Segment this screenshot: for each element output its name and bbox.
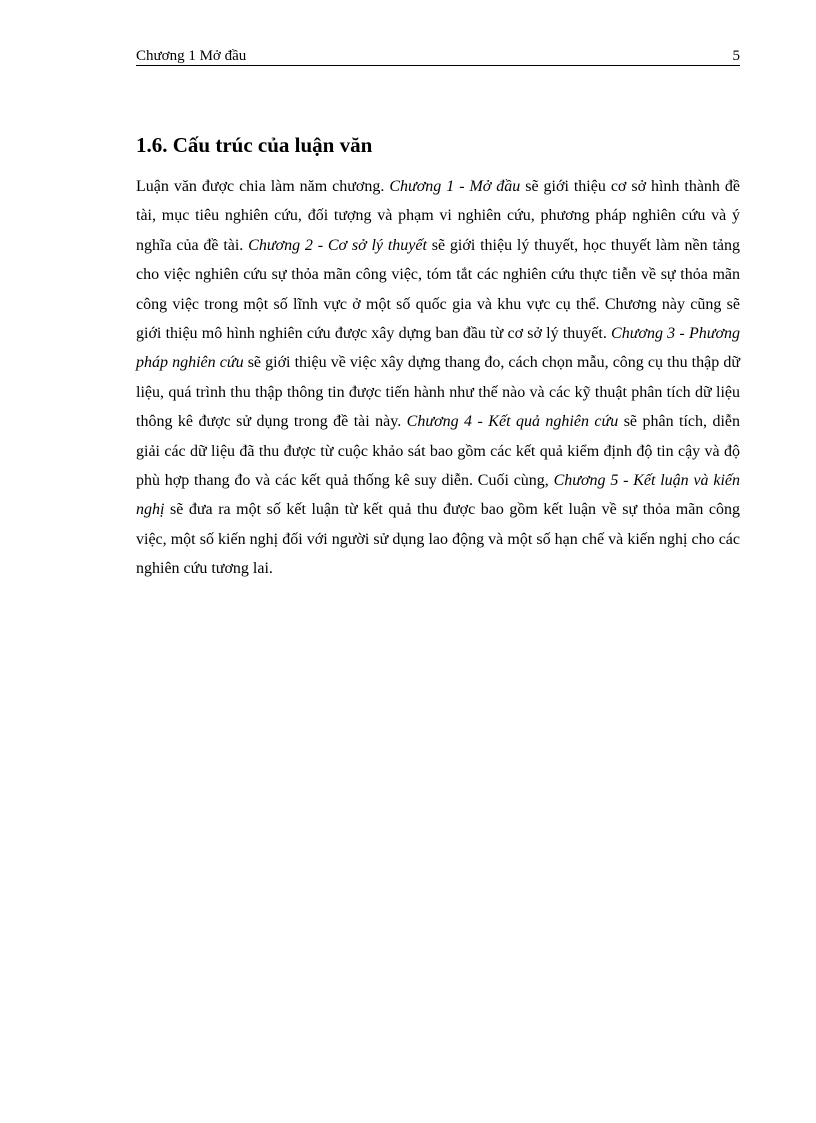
section-heading: 1.6. Cấu trúc của luận văn [136,133,373,157]
paragraph-text: sẽ giới thiệu cơ sở hình thành đề tài, mục tiêu nghiên cứu, đối tượng và phạm vi nghiên cứu, phương pháp nghiên cứu và ý nghĩa của đề tài. [136,178,740,254]
paragraph-text: sẽ đưa ra một số kết luận từ kết quả thu được bao gồm kết luận về sự thỏa mãn công việc, một số kiến nghị đối với người sử dụng lao động và một số hạn chế và kiến nghị cho các nghiên cứu tương lai. [136,501,740,578]
chapter-5-reference: Chương 5 - Kết luận và kiến nghị [136,472,740,519]
chapter-4-reference: Chương 4 - Kết quả nghiên cứu [406,413,619,431]
paragraph-text: sẽ giới thiệu lý thuyết, học thuyết làm nền tảng cho việc nghiên cứu sự thỏa mãn công việc, tóm tắt các nghiên cứu thực tiễn về sự thỏa mãn công việc trong một số lĩnh vực ở một số quốc gia và khu vực cụ thể. Chương này cũng sẽ giới thiệu mô hình nghiên cứu được xây dựng ban đầu từ cơ sở lý thuyết. [136,236,741,343]
paragraph-text: sẽ giới thiệu về việc xây dựng thang đo, cách chọn mẫu, công cụ thu thập dữ liệu, quá trình thu thập thông tin được tiến hành như thế nào và các kỹ thuật phân tích dữ liệu thông kê được sử dụng trong đề tài này. [136,354,741,431]
body-paragraph [136,172,740,584]
running-header-chapter: Chương 1 Mở đầu [136,48,247,64]
page-number: 5 [732,48,740,64]
chapter-3-reference: Chương 3 - Phương pháp nghiên cứu [136,325,740,372]
paragraph-text: sẽ phân tích, diễn giải các dữ liệu đã thu được từ cuộc khảo sát bao gồm các kết quả kiểm định độ tin cậy và độ phù hợp thang đo và các kết quả thống kê suy diễn. Cuối cùng, [136,413,741,490]
chapter-2-reference: Chương 2 - Cơ sở lý thuyết [248,236,427,254]
chapter-1-reference: Chương 1 - Mở đầu [389,178,521,195]
page-header [136,47,740,66]
paragraph-text: Luận văn được chia làm năm chương. [136,178,390,195]
